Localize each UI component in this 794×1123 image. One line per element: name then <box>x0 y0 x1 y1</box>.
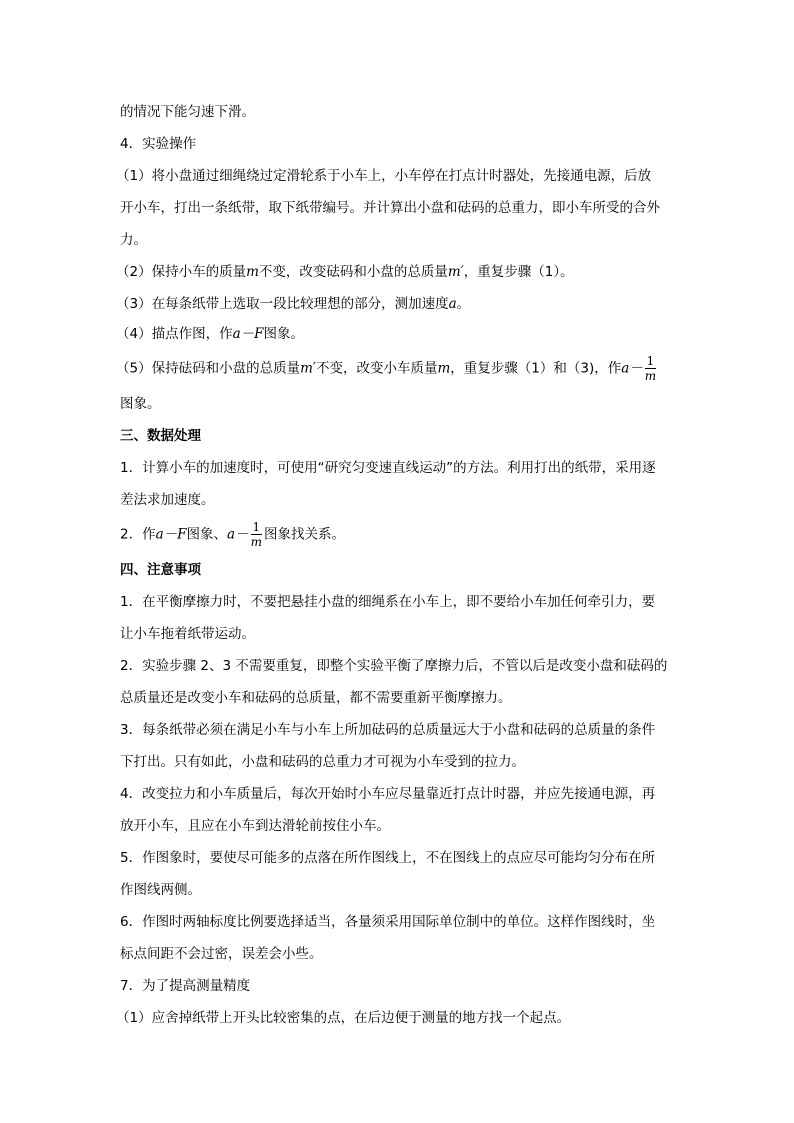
fraction-one-over-m <box>645 354 656 383</box>
fraction-one-over-m <box>251 520 262 549</box>
text-line-step-2 <box>116 264 574 280</box>
text-line: 下打出。只有如此，小盘和砝码的总重力才可视为小车受到的拉力。 <box>120 754 525 770</box>
text-line: 放开小车，且应在小车到达滑轮前按住小车。 <box>120 818 390 834</box>
math-expression: a－ <box>227 526 249 543</box>
fraction-denominator: m <box>250 535 262 549</box>
math-expression: a－F <box>155 526 187 543</box>
text-fragment: 图象找关系。 <box>263 526 345 543</box>
math-variable: m <box>437 360 451 377</box>
text-line: 3．每条纸带必须在满足小车与小车上所加砝码的总质量远大于小盘和砝码的总质量的条件 <box>120 722 656 738</box>
text-line-graph <box>120 520 345 549</box>
text-line: 4．改变拉力和小车质量后，每次开始时小车应尽量靠近打点计时器，并应先接通电源，再 <box>120 786 656 802</box>
text-line: 5．作图象时，要使尽可能多的点落在所作图线上，不在图线上的点应尽可能均匀分布在所 <box>120 850 656 866</box>
text-line: 力。 <box>120 232 147 248</box>
text-line: 作图线两侧。 <box>120 882 201 898</box>
text-line-step-4 <box>116 326 304 342</box>
math-expression: a－F <box>232 326 264 342</box>
math-variable: m <box>246 264 259 280</box>
text-line: 开小车，打出一条纸带，取下纸带编号。并计算出小盘和砝码的总重力，即小车所受的合外 <box>120 200 660 216</box>
text-fragment: （3）在每条纸带上选取一段比较理想的部分，测加速度 <box>116 296 449 312</box>
text-line: 图象。 <box>120 396 161 412</box>
section-heading-experiment-operation: 4．实验操作 <box>120 136 197 152</box>
text-line: 7．为了提高测量精度 <box>120 978 251 994</box>
math-expression: a－ <box>621 360 643 377</box>
text-fragment: （2）保持小车的质量 <box>116 264 247 280</box>
text-line-step-3 <box>116 296 470 312</box>
text-line: 差法求加速度。 <box>120 492 215 508</box>
math-variable: m′ <box>447 264 464 280</box>
text-line: 2．实验步骤 2、3 不需要重复，即整个实验平衡了摩擦力后，不管以后是改变小盘和砝码的 <box>120 658 668 674</box>
text-fragment: （5）保持砝码和小盘的总质量 <box>116 360 301 377</box>
fraction-numerator: 1 <box>252 520 261 534</box>
text-line-step-5 <box>116 354 658 383</box>
text-line: 6．作图时两轴标度比例要选择适当，各量须采用国际单位制中的单位。这样作图线时，坐 <box>120 914 656 930</box>
text-line: 1．计算小车的加速度时，可使用“研究匀变速直线运动”的方法。利用打出的纸带，采用逐 <box>120 460 656 476</box>
text-fragment: （4）描点作图，作 <box>116 326 233 342</box>
fraction-denominator: m <box>644 369 657 383</box>
text-line: 标点间距不会过密，误差会小些。 <box>120 946 323 962</box>
text-line: 1．在平衡摩擦力时，不要把悬挂小盘的细绳系在小车上，即不要给小车加任何牵引力，要 <box>120 594 656 610</box>
text-line: 总质量还是改变小车和砝码的总质量，都不需要重新平衡摩擦力。 <box>120 690 512 706</box>
text-line: 让小车拖着纸带运动。 <box>120 626 255 642</box>
text-fragment: ，重复步骤（1）和（3)，作 <box>450 360 622 377</box>
text-fragment: 不变，改变小车质量 <box>315 360 438 377</box>
text-fragment: 图象、 <box>186 526 228 543</box>
text-line: 的情况下能匀速下滑。 <box>120 104 255 120</box>
text-fragment: 2．作 <box>120 526 156 543</box>
text-fragment: 。 <box>456 296 471 312</box>
section-heading-precautions: 四、注意事项 <box>120 562 201 578</box>
section-heading-data-processing: 三、数据处理 <box>120 428 201 444</box>
math-variable: m′ <box>300 360 316 377</box>
text-fragment: ，重复步骤（1）。 <box>463 264 574 280</box>
math-variable: a <box>448 296 457 312</box>
text-fragment: 图象。 <box>263 326 305 342</box>
fraction-numerator: 1 <box>646 354 655 368</box>
text-line: （1）应舍掉纸带上开头比较密集的点，在后边便于测量的地方找一个起点。 <box>116 1010 571 1026</box>
text-line: （1）将小盘通过细绳绕过定滑轮系于小车上，小车停在打点计时器处，先接通电源，后放 <box>116 168 652 184</box>
text-fragment: 不变，改变砝码和小盘的总质量 <box>258 264 448 280</box>
